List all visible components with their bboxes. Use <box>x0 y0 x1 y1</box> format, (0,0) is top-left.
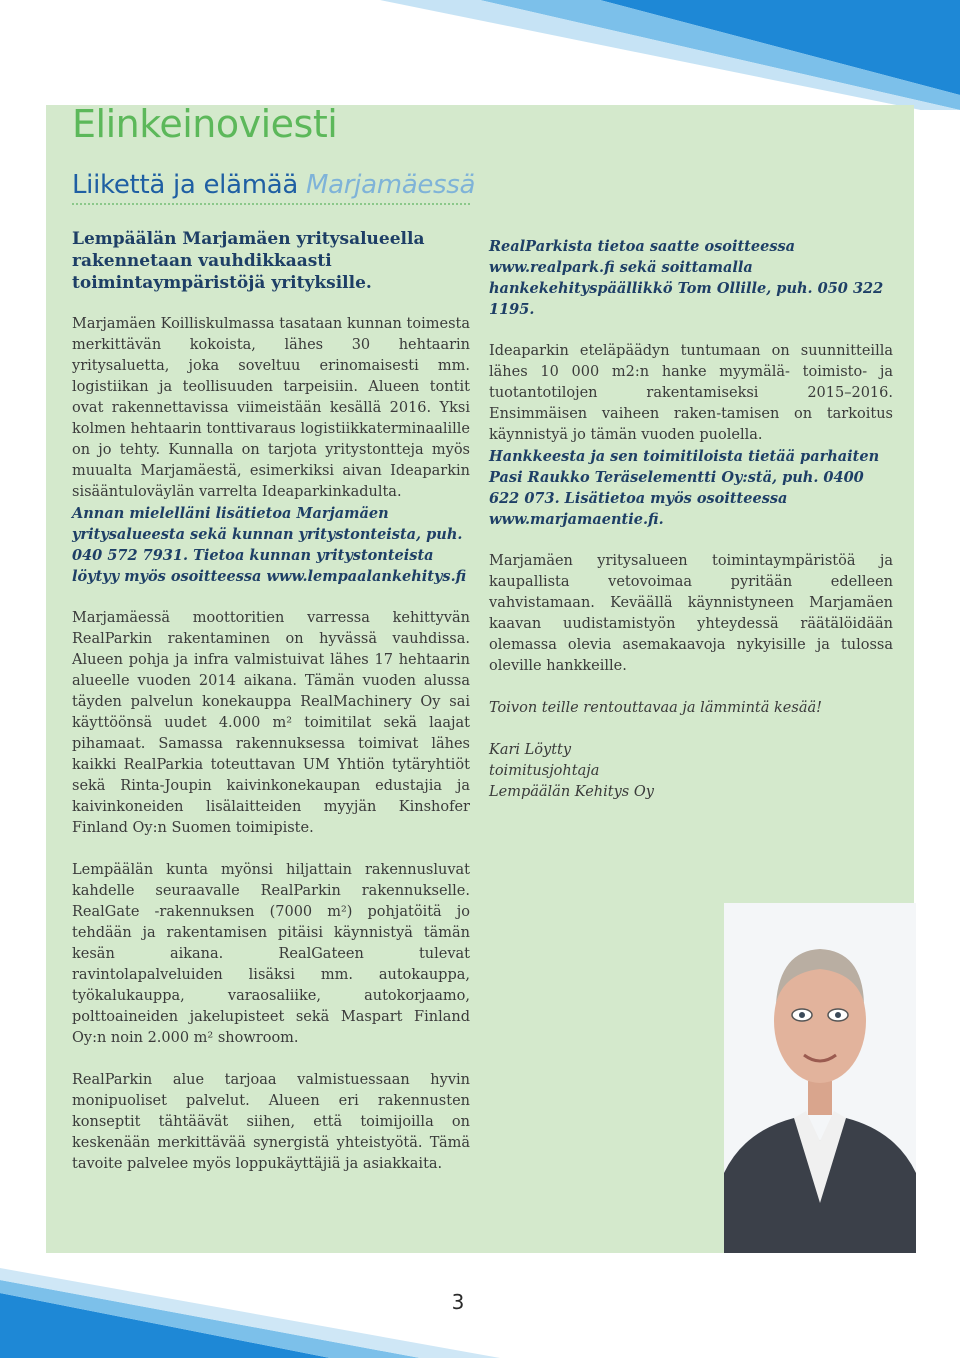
title-main: Liikettä ja elämää <box>72 170 299 200</box>
signature-organization: Lempäälän Kehitys Oy <box>489 784 654 800</box>
left-paragraph-1: Marjamäen Koilliskulmassa tasataan kunnan toimesta merkittävän kokoista, lähes 30 hehtaarin yritysaluetta, joka soveltuu erinomaisesti mm. logistiikan ja teollisuuden tarpeisiin. Alueen tontit ovat rakennettavissa viimeistään kesällä 2016. Yksi kolmen hehtaarin tonttivaraus logistiikkaterminaalille on jo tehty. Kunnalla on tarjota yritystontteja myös muualta Marjamäestä, esimerkiksi aivan Ideaparkin sisääntuloväylän varrelta Ideaparkinkadulta. <box>72 316 470 500</box>
signature-title: toimitusjohtaja <box>489 763 600 779</box>
right-paragraph-2: Marjamäen yritysalueen toimintaympäristöä ja kaupallista vetovoimaa pyritään edelleen vahvistamaan. Keväällä käynnistyneen Marjamäen kaavan uudistamistyön yhteydessä räätälöidään olemassa olevia asemakaavoja nykyisille ja tulossa oleville hankkeille. <box>489 553 893 674</box>
page-number: 3 <box>451 1290 465 1314</box>
left-paragraph-4: RealParkin alue tarjoaa valmistuessaan hyvin monipuoliset palvelut. Alueen eri rakennusten konseptit tähtäävät siihen, että toimijoilla on keskenään merkittävää synergistä yhteistyötä. Tämä tavoite palvelee myös loppukäyttäjiä ja asiakkaita. <box>72 1072 470 1172</box>
right-paragraph-1: Ideaparkin eteläpäädyn tuntumaan on suunnitteilla lähes 10 000 m2:n hanke myymälä- toimisto- ja tuotantotilojen rakentamiseksi 2015–2016. Ensimmäisen vaiheen raken-tamisen on tarkoitus käynnistyä jo tämän vuoden puolella. <box>489 343 893 443</box>
signature-name: Kari Löytty <box>489 742 572 758</box>
portrait-photo <box>724 903 916 1253</box>
right-contact-ideapark: Hankkeesta ja sen toimitiloista tietää parhaiten Pasi Raukko Teräselementti Oy:stä, puh. 0400 622 073. Lisätietoa myös osoitteessa www.marjamaentie.fi. <box>489 448 880 528</box>
top-blue-stripes <box>0 0 960 110</box>
lead-paragraph: Lempäälän Marjamäen yritysalueella rakennetaan vauhdikkaasti toimintaympäristöjä yrityksille. <box>72 229 425 293</box>
left-paragraph-2: Marjamäessä moottoritien varressa kehittyvän RealParkin rakentaminen on hyvässä vauhdissa. Alueen pohja ja infra valmistuivat lähes 17 hehtaarin alueelle vuoden 2014 aikana. Tämän vuoden alussa täyden palvelun konekauppa RealMachinery Oy sai käyttöönsä uudet 4.000 m² toimitilat sekä laajat pihamaat. Samassa rakennuksessa toimivat lähes kaikki RealParkia toteuttavan UM Yhtiön tytäryhtiöt sekä Rinta-Joupin kaivinkonekaupan edustajia ja kaivinkoneiden lisälaitteiden myyjän Kinshofer Finland Oy:n Suomen toimipiste. <box>72 610 470 836</box>
portrait-illustration <box>724 903 916 1253</box>
bottom-blue-stripes <box>0 1268 960 1358</box>
greeting: Toivon teille rentouttavaa ja lämmintä kesää! <box>489 700 822 716</box>
left-column <box>72 228 470 1175</box>
right-column <box>489 236 893 803</box>
dotted-divider <box>72 203 470 205</box>
left-contact-info: Annan mielelläni lisätietoa Marjamäen yritysalueesta sekä kunnan yritystonteista, puh. 040 572 7931. Tietoa kunnan yritystonteista löytyy myös osoitteessa www.lempaalankehitys.fi <box>72 505 467 585</box>
section-heading: Elinkeinoviesti <box>72 102 338 146</box>
article-title <box>72 170 475 200</box>
left-paragraph-3: Lempäälän kunta myönsi hiljattain rakennusluvat kahdelle seuraavalle RealParkin rakennukselle. RealGate -rakennuksen (7000 m²) pohjatöitä jo tehdään ja rakentamisen pitäisi käynnistyä tämän kesän aikana. RealGateen tulevat ravintolapalveluiden lisäksi mm. autokauppa, työkalukauppa, varaosaliike, autokorjaamo, polttoaineiden jakelupisteet sekä Maspart Finland Oy:n noin 2.000 m² showroom. <box>72 862 470 1046</box>
title-highlight: Marjamäessä <box>305 170 476 200</box>
right-contact-realpark: RealParkista tietoa saatte osoitteessa www.realpark.fi sekä soittamalla hankekehityspäällikkö Tom Ollille, puh. 050 322 1195. <box>489 238 884 318</box>
